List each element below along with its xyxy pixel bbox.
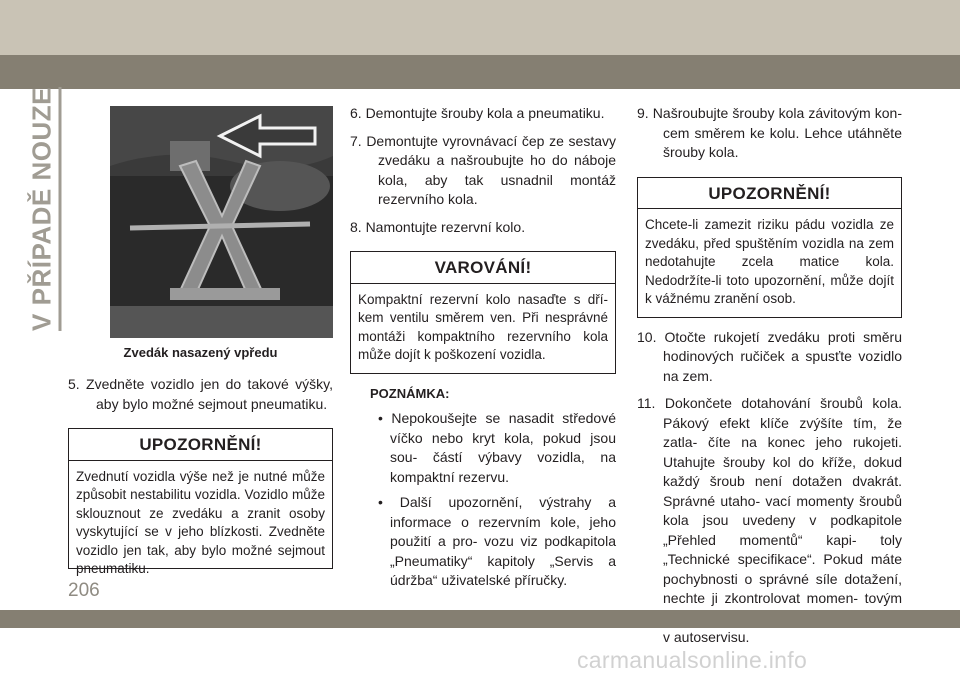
footer-watermark: carmanualsonline.info bbox=[577, 647, 808, 673]
warning-title: UPOZORNĚNÍ! bbox=[638, 178, 901, 210]
column-left bbox=[68, 375, 333, 576]
figure-caption: Zvedák nasazený vpředu bbox=[123, 345, 278, 360]
step-9: 9. Našroubujte šrouby kola závitovým kon- cem směrem ke kolu. Lehce utáhněte šrouby kola. bbox=[637, 105, 902, 160]
note-bullet-1: • Nepokoušejte se nasadit středové víčko nebo kryt kola, pokud jsou sou- částí výbavy vozidla, na kompaktní rezervu. bbox=[378, 410, 616, 485]
step-6: 6. Demontujte šrouby kola a pneumatiku. bbox=[350, 105, 605, 121]
caution-box bbox=[350, 251, 616, 374]
page-number: 206 bbox=[68, 580, 100, 601]
step-5: 5. Zvedněte vozidlo jen do takové výšky, aby bylo možné sejmout pneumatiku. bbox=[68, 376, 333, 412]
warning-box-1 bbox=[68, 428, 333, 576]
note-bullet-2: • Další upozornění, výstrahy a informace o rezervním kole, jeho použití a pro- vozu viz podkapitola „Pneumatiky“ kapitoly „Servis a údržba“ uživatelské příručky. bbox=[378, 494, 616, 588]
step-8: 8. Namontujte rezervní kolo. bbox=[350, 218, 526, 235]
jack-photo bbox=[110, 106, 333, 338]
warning-text: Chcete-li zamezit riziku pádu vozidla ze zvedáku, před spuštěním vozidla na zem nedotahujte zcela matice kola. Nedodržíte-li toto upozornění, může dojít k vážnému zranění osob. bbox=[645, 217, 894, 306]
header-stripe bbox=[0, 55, 960, 89]
warning-title: UPOZORNĚNÍ! bbox=[69, 429, 332, 461]
caution-title: VAROVÁNÍ! bbox=[351, 252, 615, 284]
jack-illustration bbox=[110, 106, 333, 338]
section-tab bbox=[26, 87, 62, 331]
step-11: 11. Dokončete dotahování šroubů kola. Pákový efekt klíče zvýšíte tím, že zatla- číte na konec jeho rukojeti. Utahujte šrouby kol do kříže, dokud každý šroub není dotažen dvakrát. Správné utaho- vací momenty šroubů kola jsou uvedeny v podkapitole „Přehled momentů“ kapi- toly „Technické specifikace“. Pokud máte pochybnosti o správné síle dotažení, nechte ji zkontrolovat momen- tovým v autoservisu. bbox=[637, 395, 902, 645]
note-title: POZNÁMKA: bbox=[370, 385, 450, 401]
warning-box-2 bbox=[637, 177, 902, 318]
header-band bbox=[0, 0, 960, 55]
column-middle bbox=[350, 104, 616, 591]
note bbox=[350, 384, 616, 591]
step-7: 7. Demontujte vyrovnávací čep ze sestavy zvedáku a našroubujte ho do náboje kola, aby tak usnadnil montáž rezervního kola. bbox=[350, 132, 616, 207]
footer-band bbox=[0, 610, 960, 628]
step-10: 10. Otočte rukojetí zvedáku proti směru hodinových ručiček a spusťte vozidlo na zem. bbox=[637, 328, 902, 384]
section-tab-label: V PŘÍPADĚ NOUZE bbox=[27, 87, 62, 331]
column-right bbox=[637, 104, 902, 648]
warning-text: Zvednutí vozidla výše než je nutné může způsobit nestabilitu vozidla. Vozidlo může sklouznout ze zvedáku a zranit osoby vyskytující se v jeho blízkosti. Zvedněte vozidlo jen tak, aby bylo možné sejmout pneumatiku. bbox=[76, 468, 325, 576]
caution-text: Kompaktní rezervní kolo nasaďte s dří- kem ventilu směrem ven. Při nesprávné montáži kompaktního rezervního kola může dojít k poškození vozidla. bbox=[358, 291, 608, 362]
